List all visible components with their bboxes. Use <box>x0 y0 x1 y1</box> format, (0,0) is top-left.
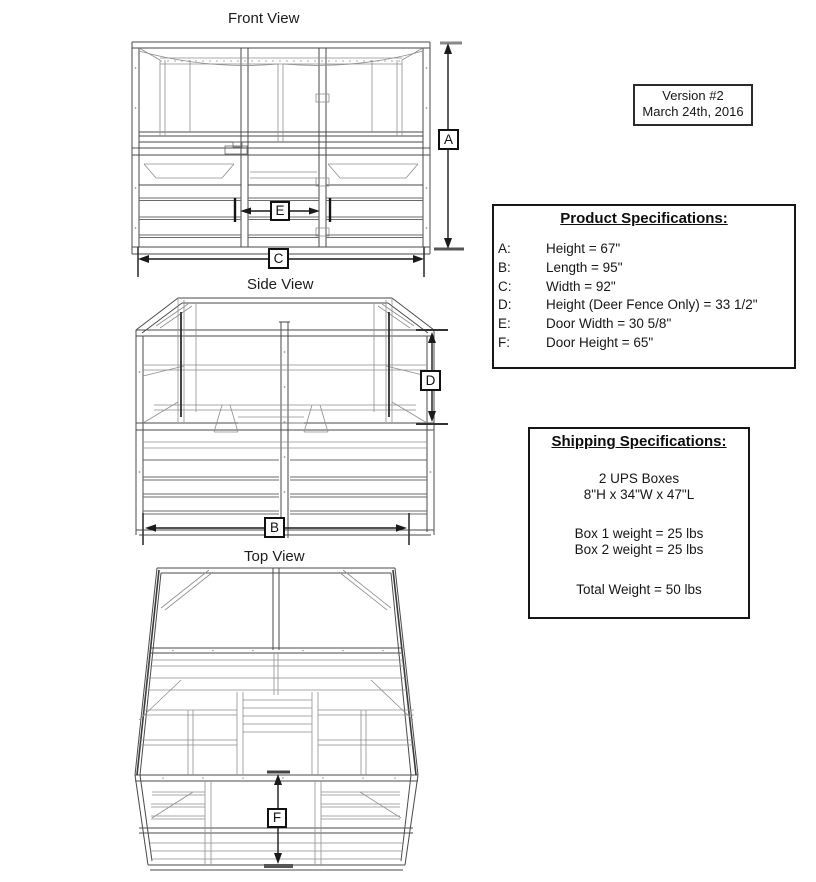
shipping-line-box1-weight: Box 1 weight = 25 lbs <box>574 526 704 541</box>
side-view-title: Side View <box>247 276 314 293</box>
side-view-drawing <box>126 292 444 542</box>
spec-value: Width = 92" <box>546 278 616 294</box>
dimension-c-label: C <box>268 248 289 269</box>
spec-row-f <box>498 334 794 353</box>
dimension-f-label: F <box>267 808 287 828</box>
product-specifications-title: Product Specifications: <box>560 210 728 227</box>
spec-key: C: <box>498 278 512 294</box>
product-specifications-box <box>492 204 796 369</box>
top-view-title: Top View <box>244 548 305 565</box>
shipping-line-dimensions: 8"H x 34"W x 47"L <box>583 486 695 502</box>
shipping-specifications-box <box>528 427 750 619</box>
spec-key: B: <box>498 259 511 275</box>
front-view-drawing <box>130 38 432 256</box>
spec-key: A: <box>498 241 511 256</box>
spec-value: Door Height = 65" <box>546 334 654 350</box>
spec-value: Height = 67" <box>546 241 621 256</box>
spec-key: E: <box>498 316 511 332</box>
dimension-e-label: E <box>270 201 290 221</box>
shipping-line-box2-weight: Box 2 weight = 25 lbs <box>574 541 704 557</box>
shipping-specifications-title: Shipping Specifications: <box>551 433 727 450</box>
dimension-b-label: B <box>264 517 285 538</box>
version-date: March 24th, 2016 <box>642 104 744 119</box>
spec-key: F: <box>498 334 510 350</box>
spec-row-c <box>498 278 794 297</box>
dimension-a-label: A <box>438 129 459 150</box>
shipping-line-boxes: 2 UPS Boxes <box>598 471 680 486</box>
version-number: Version #2 <box>662 88 724 103</box>
front-view-title: Front View <box>228 10 300 27</box>
spec-value: Length = 95" <box>546 259 623 275</box>
shipping-line-total-weight: Total Weight = 50 lbs <box>576 582 702 597</box>
spec-value: Door Width = 30 5/8" <box>546 316 672 332</box>
spec-row-b <box>498 259 794 278</box>
spec-row-a <box>498 240 794 259</box>
spec-row-d <box>498 296 794 315</box>
spec-key: D: <box>498 297 512 313</box>
spec-row-e <box>498 315 794 334</box>
version-box <box>633 84 753 126</box>
dimension-d-label: D <box>420 370 441 391</box>
spec-value: Height (Deer Fence Only) = 33 1/2" <box>546 297 758 313</box>
product-specifications-list <box>494 240 794 353</box>
